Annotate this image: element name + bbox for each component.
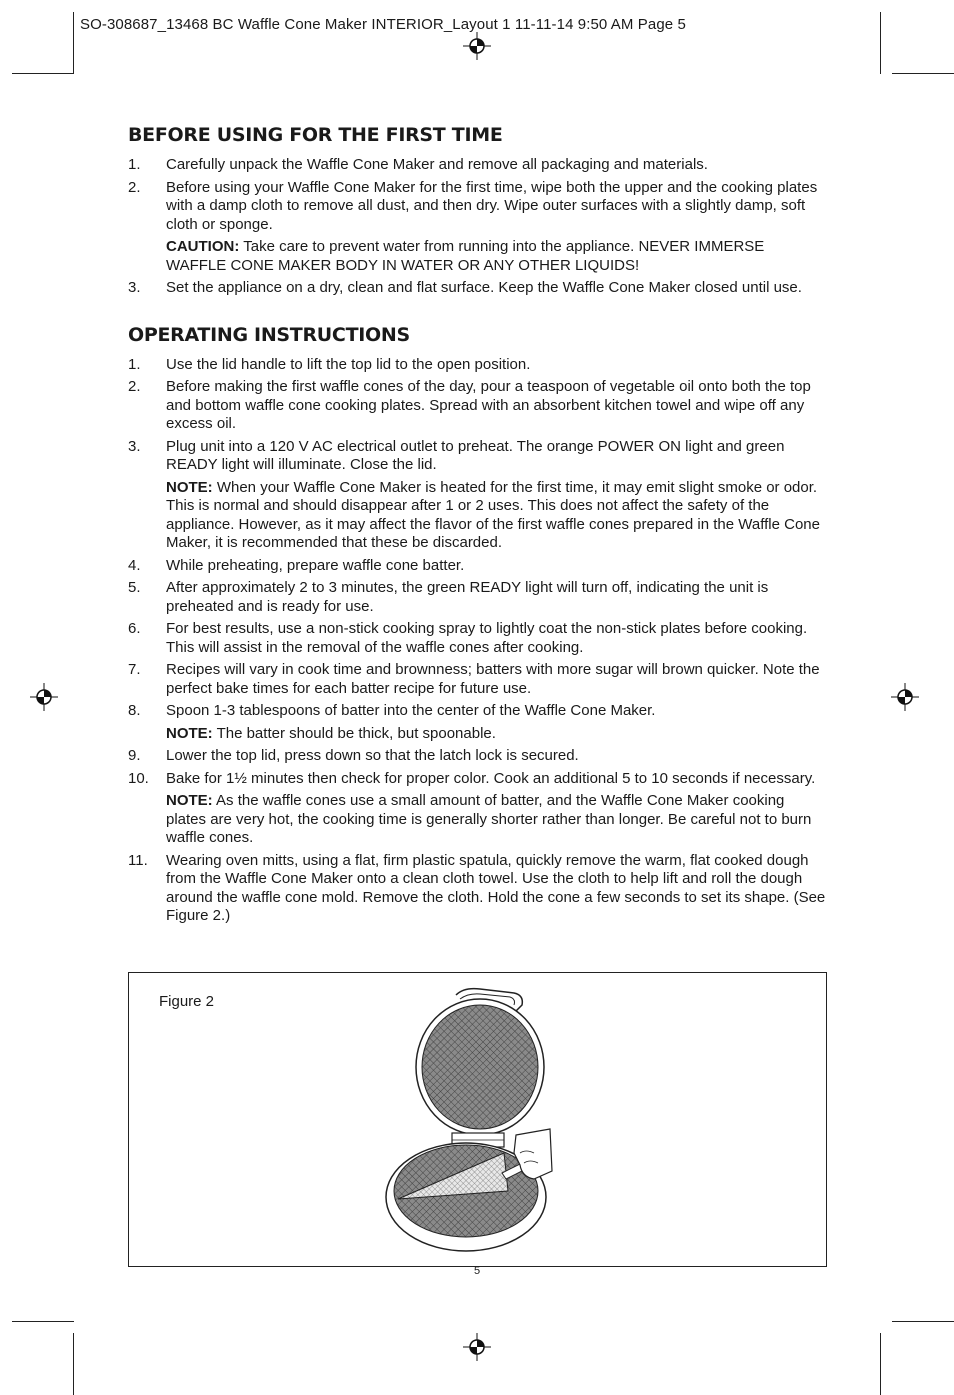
list-item: 3. Plug unit into a 120 V AC electrical outlet to preheat. The orange POWER ON light and green READY light will illuminate. Close the lid. NOTE: When your Waffle Cone Maker is heated for the first time, it may emit slight smoke or odor. This is normal and should disappear after 1 or 2 uses. This does not affect the safety of the appliance. However, as it may affect the flavor of the first waffle cones prepared in the Waffle Cone Maker, it is recommended that these be discarded.	[128, 438, 828, 553]
list-item: 8. Spoon 1-3 tablespoons of batter into the center of the Waffle Cone Maker. NOTE: The batter should be thick, but spoonable.	[128, 702, 828, 743]
list-item: 7. Recipes will vary in cook time and brownness; batters with more sugar will brown quicker. Note the perfect bake times for each batter recipe for future use.	[128, 661, 820, 697]
note: NOTE: As the waffle cones use a small amount of batter, and the Waffle Cone Maker cooking plates are very hot, the cooking time is generally shorter rather than longer. Be careful not to burn waffle cones.	[166, 792, 812, 846]
list-item: 5. After approximately 2 to 3 minutes, the green READY light will turn off, indicating the unit is preheated and is ready for use.	[128, 579, 769, 615]
list-item: 1. Use the lid handle to lift the top lid to the open position.	[128, 355, 531, 373]
list-item: 2. Before making the first waffle cones of the day, pour a teaspoon of vegetable oil onto both the top and bottom waffle cone cooking plates. Spread with an absorbent kitchen towel and wipe off any excess oil.	[128, 378, 811, 432]
crop-mark-top-right-v	[880, 12, 881, 74]
caution-note: CAUTION: Take care to prevent water from running into the appliance. NEVER IMMERSE WAFFLE CONE MAKER BODY IN WATER OR ANY OTHER LIQUIDS!	[166, 238, 765, 274]
list-item: 2. Before using your Waffle Cone Maker for the first time, wipe both the upper and the cooking plates with a damp cloth to remove all dust, and then dry. Wipe outer surfaces with a slightly damp, soft cloth or sponge. CAUTION: Take care to prevent water from running into the appliance. NEVER IMMERSE WAFFLE CONE MAKER BODY IN WATER OR ANY OTHER LIQUIDS!	[128, 179, 828, 276]
list-item: 10. Bake for 1½ minutes then check for proper color. Cook an additional 5 to 10 seconds if necessary. NOTE: As the waffle cones use a small amount of batter, and the Waffle Cone Maker cooking plates are very hot, the cooking time is generally shorter rather than longer. Be careful not to burn waffle cones.	[128, 770, 828, 848]
list-item: 4. While preheating, prepare waffle cone batter.	[128, 556, 465, 574]
list-item: 9. Lower the top lid, press down so that the latch lock is secured.	[128, 747, 579, 764]
page-content	[128, 120, 828, 930]
crop-mark-bottom-left-h	[12, 1321, 74, 1322]
registration-mark-bottom-icon	[463, 1333, 491, 1361]
crop-mark-top-left-h	[12, 73, 74, 74]
list-item: 6. For best results, use a non-stick cooking spray to lightly coat the non-stick plates before cooking. This will assist in the removal of the waffle cones after cooking.	[128, 620, 808, 656]
registration-mark-left-icon	[30, 683, 58, 711]
crop-mark-bottom-left-v	[73, 1333, 74, 1395]
list-item: 3. Set the appliance on a dry, clean and flat surface. Keep the Waffle Cone Maker closed until use.	[128, 279, 802, 296]
figure-2-box	[128, 972, 827, 1267]
crop-mark-bottom-right-v	[880, 1333, 881, 1395]
waffle-cone-maker-illustration	[384, 985, 554, 1257]
registration-mark-right-icon	[891, 683, 919, 711]
crop-mark-top-left-v	[73, 12, 74, 74]
section-heading-operating-instructions: OPERATING INSTRUCTIONS	[128, 323, 410, 346]
section-heading-before-first-use: BEFORE USING FOR THE FIRST TIME	[128, 124, 503, 146]
slug-line: SO-308687_13468 BC Waffle Cone Maker INTERIOR_Layout 1 11-11-14 9:50 AM Page 5	[80, 16, 686, 33]
operating-list	[128, 356, 828, 926]
note: NOTE: The batter should be thick, but spoonable.	[166, 724, 496, 742]
page-number: 5	[473, 1265, 481, 1277]
crop-mark-bottom-right-h	[892, 1321, 954, 1322]
list-item: 1. Carefully unpack the Waffle Cone Maker and remove all packaging and materials.	[128, 156, 708, 173]
crop-mark-top-right-h	[892, 73, 954, 74]
note: NOTE: When your Waffle Cone Maker is heated for the first time, it may emit slight smoke or odor. This is normal and should disappear after 1 or 2 uses. This does not affect the safety of the appliance. However, as it may affect the flavor of the first waffle cones prepared in the Waffle Cone Maker, it is recommended that these be discarded.	[166, 478, 820, 551]
list-item: 11. Wearing oven mitts, using a flat, firm plastic spatula, quickly remove the warm, flat cooked dough from the Waffle Cone Maker onto a clean cloth towel. Use the cloth to help lift and roll the dough around the waffle cone mold. Remove the cloth. Hold the cone a few seconds to set its shape. (See Figure 2.)	[128, 851, 826, 924]
before-use-list	[128, 156, 828, 298]
registration-mark-top-icon	[463, 32, 491, 60]
figure-label: Figure 2	[159, 993, 215, 1010]
